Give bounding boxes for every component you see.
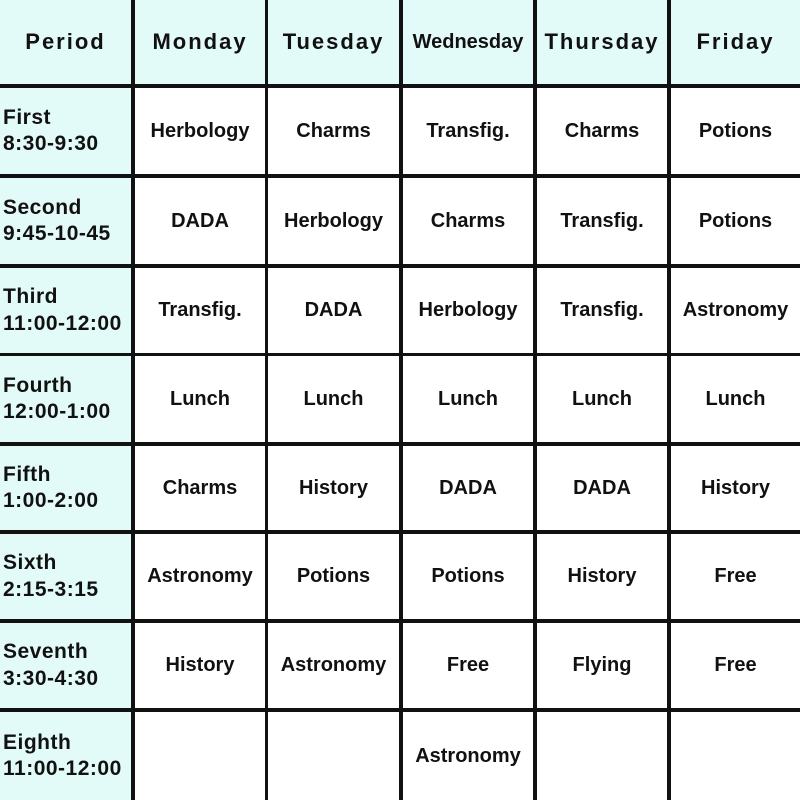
timetable-cell: Herbology (403, 268, 533, 353)
period-name: Second (3, 195, 82, 219)
period-label (0, 356, 131, 442)
timetable-cell: Herbology (268, 178, 399, 264)
header-period: Period (0, 0, 131, 84)
timetable-cell: Lunch (268, 356, 399, 442)
period-name: Third (3, 285, 58, 309)
period-label (0, 88, 131, 174)
timetable-cell: History (537, 534, 667, 619)
period-time: 11:00-12:00 (3, 757, 122, 780)
timetable-cell: Lunch (403, 356, 533, 442)
period-time: 8:30-9:30 (3, 132, 99, 155)
timetable-cell: Transfig. (135, 268, 265, 353)
period-name: Fourth (3, 373, 73, 397)
timetable-cell: Charms (135, 446, 265, 530)
timetable-cell: Lunch (135, 356, 265, 442)
period-name: Seventh (3, 640, 89, 664)
period-time: 3:30-4:30 (3, 666, 99, 690)
period-time: 1:00-2:00 (3, 489, 99, 512)
period-name: Sixth (3, 551, 57, 575)
period-name: First (3, 105, 52, 129)
period-time: 2:15-3:15 (3, 577, 99, 601)
timetable-cell: Flying (537, 623, 667, 708)
timetable-cell: Astronomy (671, 268, 800, 353)
period-name: Eighth (3, 730, 72, 754)
period-label (0, 623, 131, 708)
timetable-cell: Potions (268, 534, 399, 619)
timetable-cell: Transfig. (403, 88, 533, 174)
header-day-tuesday: Tuesday (268, 0, 399, 84)
timetable-cell (671, 712, 800, 800)
timetable-cell: Charms (537, 88, 667, 174)
header-day-monday: Monday (135, 0, 265, 84)
period-time: 12:00-1:00 (3, 400, 111, 423)
timetable-cell: Potions (671, 88, 800, 174)
timetable-cell: Astronomy (268, 623, 399, 708)
period-label (0, 534, 131, 619)
period-label (0, 446, 131, 530)
period-time: 11:00-12:00 (3, 311, 122, 335)
timetable-cell: Lunch (537, 356, 667, 442)
timetable-cell: Astronomy (403, 712, 533, 800)
timetable-cell: History (268, 446, 399, 530)
header-day-thursday: Thursday (537, 0, 667, 84)
timetable-cell: Free (671, 534, 800, 619)
timetable-cell: DADA (403, 446, 533, 530)
timetable-cell (268, 712, 399, 800)
period-label (0, 712, 131, 800)
timetable-cell: Potions (671, 178, 800, 264)
timetable-cell: Herbology (135, 88, 265, 174)
header-day-friday: Friday (671, 0, 800, 84)
timetable-cell: Charms (403, 178, 533, 264)
timetable-cell: History (135, 623, 265, 708)
timetable-cell: Charms (268, 88, 399, 174)
timetable-cell: Lunch (671, 356, 800, 442)
period-label (0, 178, 131, 264)
timetable-cell: Transfig. (537, 178, 667, 264)
timetable-cell: Astronomy (135, 534, 265, 619)
period-time: 9:45-10-45 (3, 222, 111, 245)
header-day-wednesday: Wednesday (403, 0, 533, 84)
period-label (0, 268, 131, 353)
timetable-cell: DADA (135, 178, 265, 264)
timetable-cell: DADA (268, 268, 399, 353)
period-name: Fifth (3, 462, 51, 486)
timetable-cell (135, 712, 265, 800)
timetable-cell: Transfig. (537, 268, 667, 353)
timetable-cell: Free (403, 623, 533, 708)
timetable-cell: DADA (537, 446, 667, 530)
timetable-cell (537, 712, 667, 800)
timetable-cell: Potions (403, 534, 533, 619)
timetable-cell: History (671, 446, 800, 530)
timetable-cell: Free (671, 623, 800, 708)
